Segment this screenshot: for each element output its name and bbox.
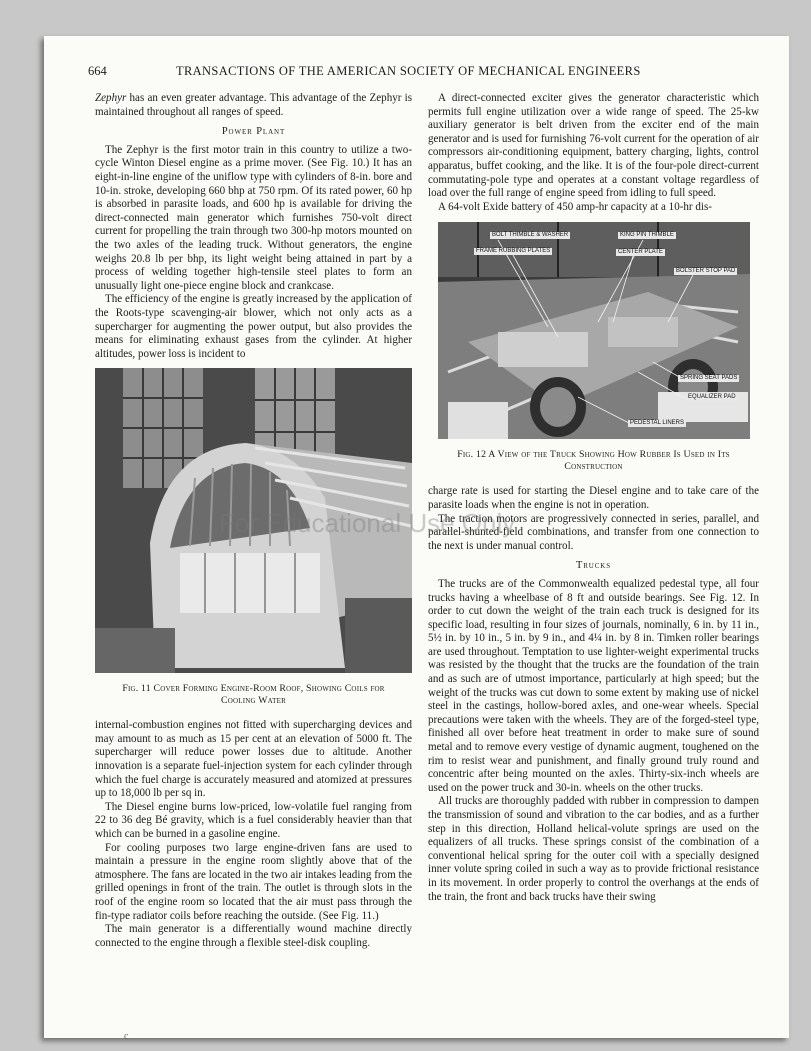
- paragraph: The Diesel engine burns low-priced, low-volatile fuel ranging from 22 to 36 deg Bé gravity, which is a fuel considerably heavier than that which can be burned in a gasoline engine.: [95, 800, 412, 841]
- figure-12-caption: Fig. 12 A View of the Truck Showing How Rubber Is Used in Its Construction: [457, 449, 730, 473]
- label-bolt-thimble: BOLT THIMBLE & WASHER: [492, 232, 569, 239]
- right-column: [428, 92, 759, 904]
- intro-paragraph: [95, 92, 412, 119]
- paragraph: A direct-connected exciter gives the generator characteristic which permits full engine utilization over a wide range of speed. The 25-kw auxiliary generator is belt driven from the exciter end of the main generator and is used for furnishing 76-volt current for the operation of air compressors air-conditioning equipment, battery charging, lights, control apparatus, buffet cooking, and the like. It is of the four-pole direct-current commutating-pole type and operates at a constant voltage regardless of load over the full range of engine speed from idling to full speed.: [428, 92, 759, 200]
- label-king-pin-thimble: KING PIN THIMBLE: [620, 232, 674, 239]
- label-frame-rubbing-plates: FRAME RUBBING PLATES: [476, 248, 551, 255]
- paragraph: For cooling purposes two large engine-driven fans are used to maintain a pressure in the engine room slightly above that of the atmosphere. The fans are located in the two air intakes leading from the grilled openings in front of the train. The outlet is through slots in the roof of the engine room so located that the air must pass through the fin-type radiator coils before reaching the outside. (See Fig. 11.): [95, 841, 412, 922]
- label-bolster-stop-pad: BOLSTER STOP PAD: [676, 268, 736, 275]
- figure-11-caption: Fig. 11 Cover Forming Engine-Room Roof, Showing Coils for Cooling Water: [122, 683, 385, 707]
- running-header: [44, 64, 789, 80]
- document-page: [44, 36, 789, 1042]
- label-pedestal-liners: PEDESTAL LINERS: [630, 420, 685, 427]
- watermark: For Educational Use Only: [219, 508, 516, 538]
- paragraph: The efficiency of the engine is greatly increased by the application of the Roots-type scavenging-air blower, which not only acts as a supercharger for augmenting the power output, but also provides the means for eliminating exhaust gases from the cylinder. At higher altitudes, power loss is incident to: [95, 293, 412, 360]
- paragraph: The traction motors are progressively connected in series, parallel, and parallel-shunted-field combinations, and transfer from one connection to the next is under manual control.: [428, 512, 759, 552]
- intro-text: has an even greater advantage. This advantage of the Zephyr is maintained throughout all ranges of speed.: [95, 92, 412, 118]
- label-equalizer-pad: EQUALIZER PAD: [688, 394, 736, 401]
- trucks-heading: Trucks: [575, 560, 612, 572]
- label-spring-seat-pads: SPRING SEAT PADS: [680, 375, 738, 382]
- paragraph: The main generator is a differentially wound machine directly connected to the engine through a flexible steel-disk coupling.: [95, 923, 412, 949]
- paragraph: All trucks are thoroughly padded with rubber in compression to dampen the transmission of sound and vibration to the car bodies, and as a further step in this direction, Holland helical-volute springs are used on the equalizers of all trucks. These springs consist of the combination of a conventional helical spring for the outer coil with a specially designed inner volute spring coiled in such a way as to provide frictional resistance in its movement. In order properly to control the overhangs at the ends of the train, the front and back trucks have their swing: [428, 795, 759, 903]
- label-center-plate: CENTER PLATE: [618, 249, 663, 256]
- margin-mark: c: [124, 1031, 129, 1042]
- paragraph: A 64-volt Exide battery of 450 amp-hr capacity at a 10-hr dis-: [438, 200, 712, 213]
- paragraph: The Zephyr is the first motor train in this country to utilize a two-cycle Winton Diesel engine as a prime mover. (See Fig. 10.) It has an eight-in-line engine of the uniflow type with cylinders of 8-in. bore and 10-in. stroke, developing 660 bhp at 750 rpm. Of its rated power, 60 hp is absorbed in parasite loads, and 600 hp is available for driving the direct-connected main generator which furnishes 750-volt direct current for propelling the train through two 300-hp motors mounted on the two axles of the leading truck. Without generators, the engine weighs 20.8 lb per bhp, its light weight being attained in part by a process of welding together high-tensile steel plates to form an unusually light one-piece engine block and crankcase.: [95, 143, 412, 292]
- page-number: 664: [88, 64, 107, 78]
- paragraph: charge rate is used for starting the Diesel engine and to take care of the parasite loads when the engine is not in operation.: [428, 485, 759, 511]
- intro-lead: Zephyr: [95, 92, 127, 104]
- power-plant-heading: Power Plant: [221, 126, 286, 138]
- paragraph: The trucks are of the Commonwealth equalized pedestal type, all four trucks having a wheelbase of 8 ft and outside bearings. See Fig. 12. In order to cut down the weight of the train each truck is designed for its specific load, resulting in four sizes of journals, nominally, 6 in. by 11 in., 5½ in. by 10 in., 5 in. by 9 in., and 4¼ in. by 8 in. Timken roller bearings are used throughout. Temptation to use lighter-weight experimental trucks was resisted by the thought that the trucks are the foundation of the train and as such are of utmost importance, particularly at high speed; but the weight of the trucks was cut down to some extent by making use of nickel steel in the castings, hollow-bored axles, and one-wear wheels. Special precautions were taken with the wheels. They are of the forged-steel type, finished all over before heat treatment in order to make sure of sound metal and to remove every vestige of dynamic augment, toughened on the rim to resist wear and punishment, and finally ground truly round and concentric after being mounted on the axles. Thirty-six-inch wheels are used on the power truck and 30-in. wheels on the other trucks.: [428, 577, 759, 794]
- paragraph: internal-combustion engines not fitted with supercharging devices and may amount to as much as 15 per cent at an elevation of 5000 ft. The supercharger will reduce power losses due to altitude. Another innovation is a separate fuel-injection system for each cylinder through which the fuel charge is accurately measured and atomized at pressures up to 18,000 lb per sq in.: [95, 719, 412, 800]
- figure-12-photo: [438, 222, 750, 439]
- running-title: TRANSACTIONS OF THE AMERICAN SOCIETY OF MECHANICAL ENGINEERS: [176, 64, 641, 78]
